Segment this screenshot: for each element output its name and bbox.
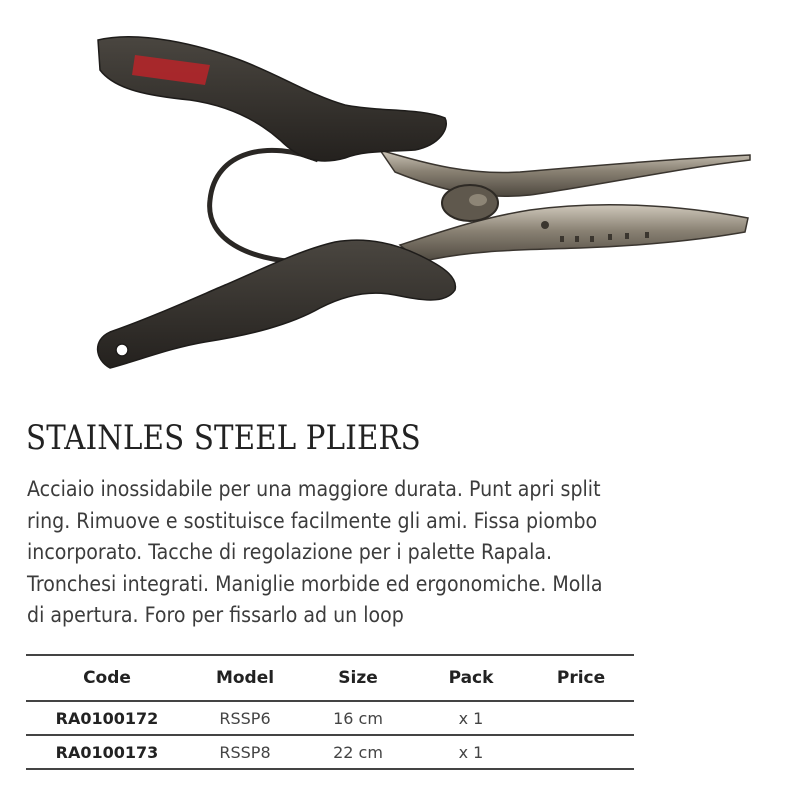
cell-model: RSSP6 [219,708,271,728]
header-pack: Pack [448,668,494,688]
header-model: Model [215,668,275,688]
upper-jaw [380,150,750,196]
cell-code: RA0100173 [55,742,159,762]
header-price: Price [556,668,606,688]
cell-pack: x 1 [458,708,484,728]
description-line: di apertura. Foro per fissarlo ad un loop [27,603,404,627]
cell-code: RA0100172 [55,708,159,728]
cell-pack: x 1 [458,742,484,762]
header-size: Size [338,668,378,688]
description-line: Tronchesi integrati. Maniglie morbide ed ergonomiche. Molla [27,571,603,596]
spring-loop [210,150,318,262]
description-line: Acciaio inossidabile per una maggiore durata. Punt apri split [27,477,601,501]
product-title: STAINLES STEEL PLIERS [26,418,421,458]
table-row [26,735,634,769]
upper-handle [98,37,446,161]
table-row [26,701,634,735]
cell-price [528,701,634,735]
spec-table [26,654,634,770]
cell-size: 22 cm [333,742,383,762]
product-description [27,474,747,632]
cell-size: 16 cm [333,708,383,728]
pivot [442,185,498,221]
description-line: ring. Rimuove e sostituisce facilmente gli ami. Fissa piombo [27,508,598,533]
table-header-row [26,655,634,701]
header-code: Code [83,668,131,688]
description-line: incorporato. Tacche di regolazione per i palette Rapala. [27,540,553,564]
lanyard-hole-icon [116,344,128,356]
cell-price [528,735,634,769]
cell-model: RSSP8 [219,742,271,762]
